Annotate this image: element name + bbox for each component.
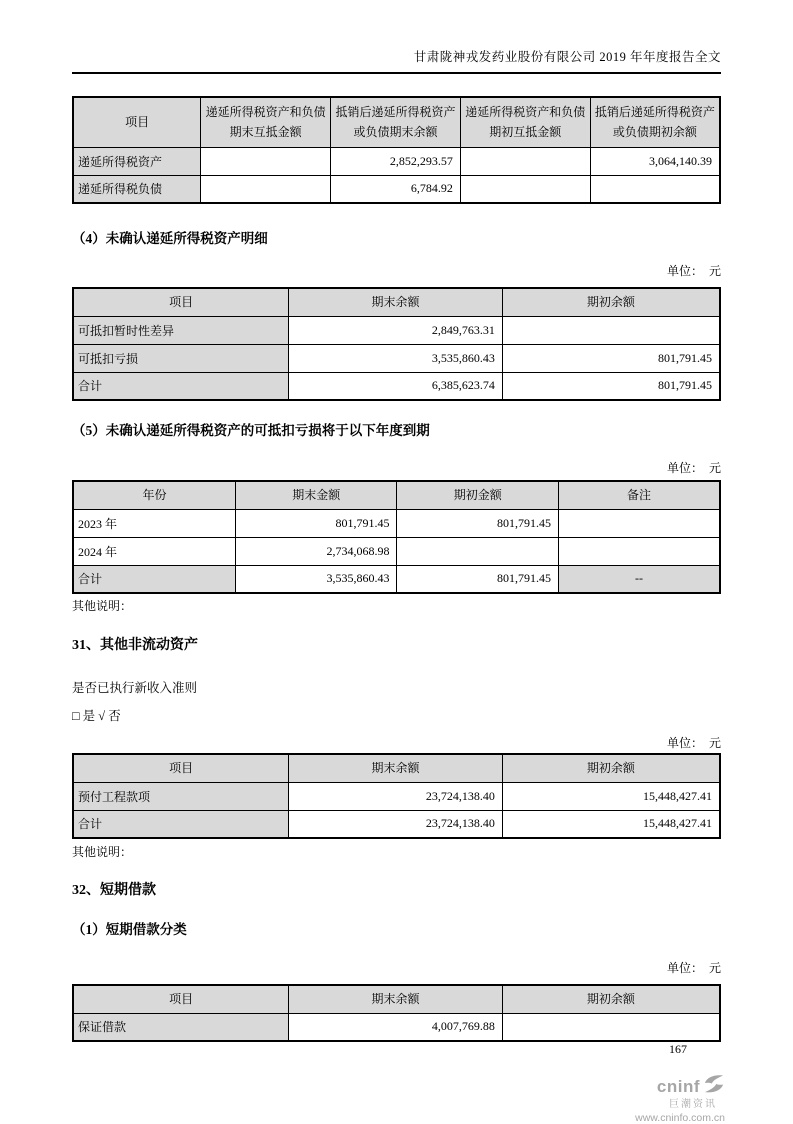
table-cell: 3,064,140.39 bbox=[590, 147, 720, 175]
table-cell: 2,849,763.31 bbox=[289, 316, 503, 344]
column-header: 期末金额 bbox=[236, 481, 397, 509]
table-cell: 3,535,860.43 bbox=[289, 344, 503, 372]
table-cell bbox=[460, 147, 590, 175]
short-term-borrowings-table bbox=[72, 984, 721, 1042]
table-row bbox=[73, 509, 720, 537]
table-cell: 可抵扣暂时性差异 bbox=[73, 316, 289, 344]
table-header-row bbox=[73, 985, 720, 1013]
unrecognized-deferred-tax-assets-table bbox=[72, 287, 721, 401]
table-header-row bbox=[73, 481, 720, 509]
section-heading-32-1: （1）短期借款分类 bbox=[72, 922, 187, 937]
table-cell bbox=[558, 509, 720, 537]
table-cell bbox=[397, 537, 558, 565]
column-header: 项目 bbox=[73, 288, 289, 316]
table-header-row bbox=[73, 754, 720, 782]
table-row bbox=[73, 316, 720, 344]
column-header: 抵销后递延所得税资产或负债期末余额 bbox=[331, 97, 461, 147]
column-header: 期末余额 bbox=[289, 754, 503, 782]
table-cell: 合计 bbox=[73, 565, 236, 593]
yes-no-checkbox-line: □ 是 √ 否 bbox=[72, 709, 121, 723]
table-cell: 801,791.45 bbox=[502, 344, 720, 372]
table-cell bbox=[460, 175, 590, 203]
table-cell: 可抵扣亏损 bbox=[73, 344, 289, 372]
table-cell: 801,791.45 bbox=[502, 372, 720, 400]
table-row bbox=[73, 147, 720, 175]
table-cell: 合计 bbox=[73, 810, 289, 838]
column-header: 项目 bbox=[73, 754, 289, 782]
table-cell bbox=[590, 175, 720, 203]
table-cell bbox=[502, 1013, 720, 1041]
table-cell bbox=[201, 147, 331, 175]
table-cell bbox=[502, 316, 720, 344]
table-row bbox=[73, 175, 720, 203]
table-cell: 23,724,138.40 bbox=[289, 810, 503, 838]
other-notes-label: 其他说明： bbox=[72, 599, 133, 613]
section-heading-5: （5）未确认递延所得税资产的可抵扣亏损将于以下年度到期 bbox=[72, 423, 430, 438]
table-cell: 801,791.45 bbox=[397, 509, 558, 537]
column-header: 递延所得税资产和负债期初互抵金额 bbox=[460, 97, 590, 147]
other-notes-label: 其他说明： bbox=[72, 845, 133, 859]
column-header: 期末余额 bbox=[289, 985, 503, 1013]
table-header-row bbox=[73, 288, 720, 316]
table-cell: 4,007,769.88 bbox=[289, 1013, 503, 1041]
table-cell: 15,448,427.41 bbox=[502, 810, 720, 838]
table-cell bbox=[558, 537, 720, 565]
table-cell: 2023 年 bbox=[73, 509, 236, 537]
table-cell: 801,791.45 bbox=[236, 509, 397, 537]
column-header: 期初余额 bbox=[502, 754, 720, 782]
cninfo-logo-url: www.cninfo.com.cn bbox=[635, 1112, 725, 1124]
table-cell: 2,852,293.57 bbox=[331, 147, 461, 175]
header-rule bbox=[72, 72, 721, 74]
cninfo-logo-icon bbox=[703, 1074, 725, 1098]
column-header: 期初金额 bbox=[397, 481, 558, 509]
section-heading-31: 31、其他非流动资产 bbox=[72, 638, 198, 653]
other-noncurrent-assets-table bbox=[72, 753, 721, 839]
table-row bbox=[73, 344, 720, 372]
table-cell: 合计 bbox=[73, 372, 289, 400]
page-content bbox=[72, 0, 721, 1042]
section-heading-32: 32、短期借款 bbox=[72, 883, 156, 898]
report-header-title: 甘肃陇神戎发药业股份有限公司 2019 年年度报告全文 bbox=[413, 50, 721, 64]
table-row bbox=[73, 810, 720, 838]
cninfo-logo-text: cninf bbox=[656, 1076, 700, 1096]
table-row bbox=[73, 782, 720, 810]
new-revenue-standard-question: 是否已执行新收入准则 bbox=[72, 681, 198, 695]
table-row bbox=[73, 1013, 720, 1041]
table-row bbox=[73, 537, 720, 565]
column-header: 项目 bbox=[73, 97, 201, 147]
unit-label: 单位： 元 bbox=[666, 961, 721, 975]
table-row bbox=[73, 372, 720, 400]
column-header: 期初余额 bbox=[502, 985, 720, 1013]
unit-label: 单位： 元 bbox=[666, 736, 721, 750]
table-cell: 801,791.45 bbox=[397, 565, 558, 593]
table-cell: -- bbox=[558, 565, 720, 593]
column-header: 年份 bbox=[73, 481, 236, 509]
column-header: 期末余额 bbox=[289, 288, 503, 316]
column-header: 递延所得税资产和负债期末互抵金额 bbox=[201, 97, 331, 147]
cninfo-watermark bbox=[635, 1074, 725, 1124]
column-header: 项目 bbox=[73, 985, 289, 1013]
table-cell: 预付工程款项 bbox=[73, 782, 289, 810]
table-row bbox=[73, 565, 720, 593]
table-cell: 递延所得税负债 bbox=[73, 175, 201, 203]
page-number: 167 bbox=[669, 1042, 687, 1056]
table-cell: 23,724,138.40 bbox=[289, 782, 503, 810]
table-cell: 3,535,860.43 bbox=[236, 565, 397, 593]
table-header-row bbox=[73, 97, 720, 147]
unit-label: 单位： 元 bbox=[666, 461, 721, 475]
table-cell bbox=[201, 175, 331, 203]
table-cell: 保证借款 bbox=[73, 1013, 289, 1041]
cninfo-logo-chinese: 巨潮资讯 bbox=[669, 1099, 717, 1110]
table-cell: 6,784.92 bbox=[331, 175, 461, 203]
column-header: 备注 bbox=[558, 481, 720, 509]
table-cell: 递延所得税资产 bbox=[73, 147, 201, 175]
column-header: 期初余额 bbox=[502, 288, 720, 316]
section-heading-4: （4）未确认递延所得税资产明细 bbox=[72, 231, 268, 246]
unit-label: 单位： 元 bbox=[666, 264, 721, 278]
table-cell: 6,385,623.74 bbox=[289, 372, 503, 400]
column-header: 抵销后递延所得税资产或负债期初余额 bbox=[590, 97, 720, 147]
table-cell: 2024 年 bbox=[73, 537, 236, 565]
deductible-losses-expiry-table bbox=[72, 480, 721, 594]
deferred-tax-offset-table bbox=[72, 96, 721, 204]
table-cell: 15,448,427.41 bbox=[502, 782, 720, 810]
table-cell: 2,734,068.98 bbox=[236, 537, 397, 565]
